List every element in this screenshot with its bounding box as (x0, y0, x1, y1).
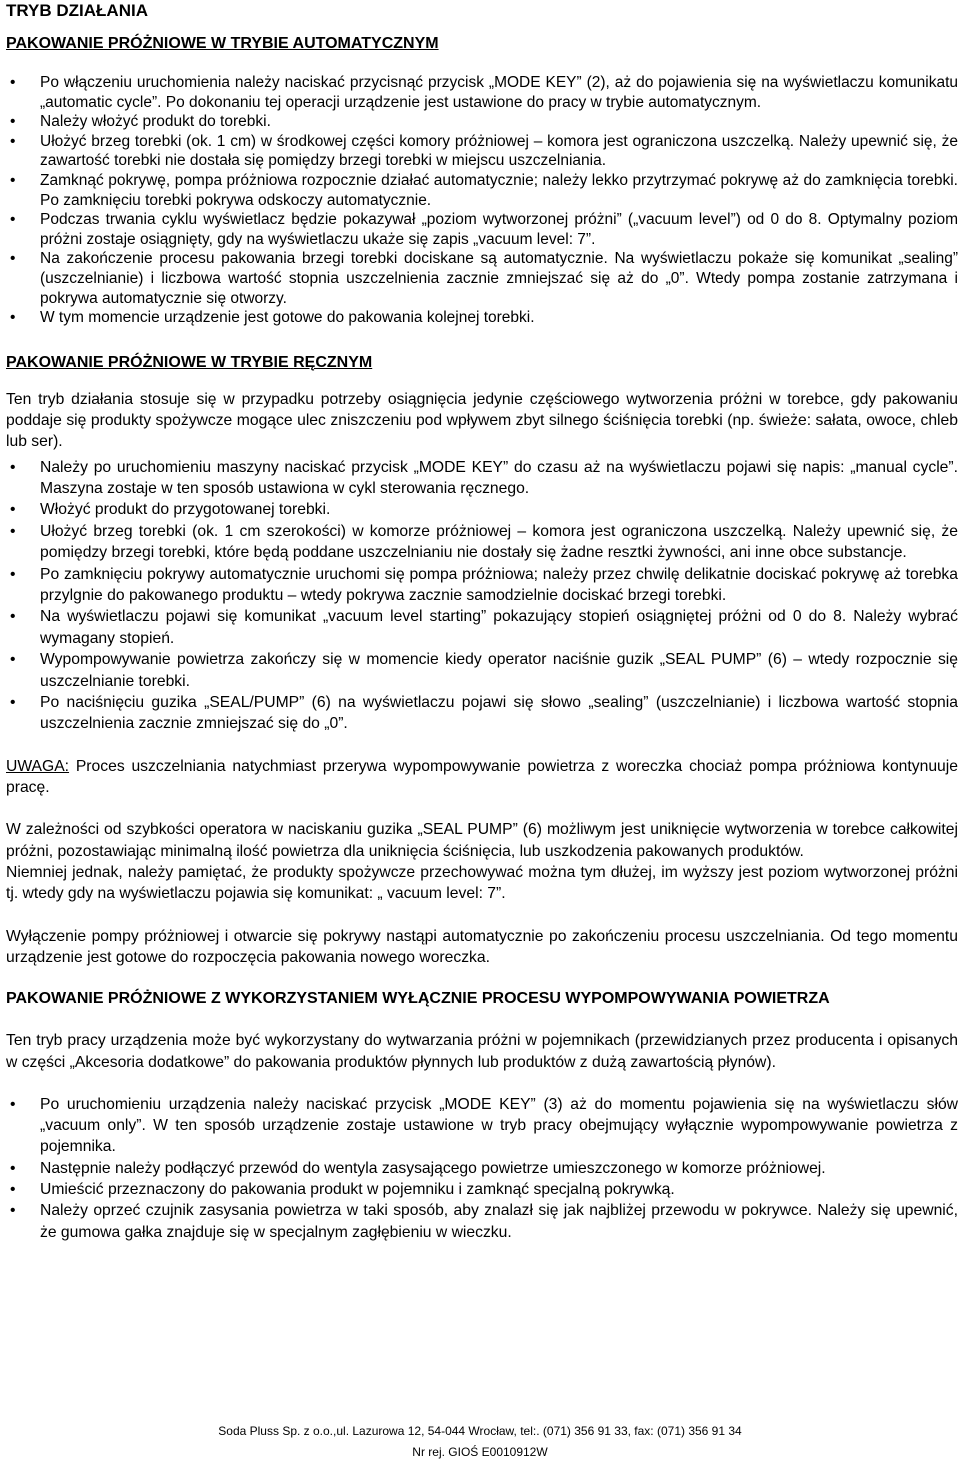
section-heading-vacuum-only: PAKOWANIE PRÓŻNIOWE Z WYKORZYSTANIEM WYŁĄCZNIE PROCESU WYPOMPOWYWANIA POWIETRZA (6, 990, 830, 1008)
list-item: • Ułożyć brzeg torebki (ok. 1 cm) w środkowej części komory próżniowej – komora jest ograniczona uszczelką. Należy upewnić się, że zawartość torebki nie dostała się pomiędzy brzegi torebki w miejscu uszczelniania. (6, 132, 958, 171)
section-heading-automatic: PAKOWANIE PRÓŻNIOWE W TRYBIE AUTOMATYCZNYM (6, 35, 439, 52)
manual-mode-steps (6, 457, 958, 735)
list-item: • Wypompowywanie powietrza zakończy się w momencie kiedy operator naciśnie guzik „SEAL PUMP” (6) – wtedy rozpocznie się uszczelnianie torebki. (6, 649, 958, 692)
pump-shutdown-note: Wyłączenie pompy próżniowej i otwarcie się pokrywy nastąpi automatycznie po zakończeniu procesu uszczelniania. Od tego momentu urządzenie jest gotowe do rozpoczęcia pakowania nowego woreczka. (6, 927, 958, 966)
list-item: • Należy włożyć produkt do torebki. (6, 112, 958, 132)
section-heading-manual: PAKOWANIE PRÓŻNIOWE W TRYBIE RĘCZNYM (6, 353, 373, 371)
list-item: • Zamknąć pokrywę, pompa próżniowa rozpocznie działać automatycznie; należy lekko przytrzymać pokrywę aż do zamknięcia torebki. Po zamknięciu torebki pokrywa odskoczy automatycznie. (6, 171, 958, 210)
list-item: • Należy oprzeć czujnik zasysania powietrza w taki sposób, aby znalazł się jak najbliżej przewodu w pokrywce. Należy się upewnić, że gumowa gałka znajduje się w specjalnym zagłębieniu w wieczku. (6, 1200, 958, 1243)
list-item: • W tym momencie urządzenie jest gotowe do pakowania kolejnej torebki. (6, 308, 958, 328)
list-item: • Ułożyć brzeg torebki (ok. 1 cm szerokości) w komorze próżniowej – komora jest ograniczona uszczelką. Należy upewnić się, że pomiędzy brzegi torebki, które będą poddane uszczelnianiu nie dostały się żadne resztki żywności, ani inne obce substancje. (6, 521, 958, 564)
list-item: • Następnie należy podłączyć przewód do wentyla zasysającego powietrze umieszczonego w komorze próżniowej. (6, 1158, 958, 1179)
list-item: • Na wyświetlaczu pojawi się komunikat „vacuum level starting” pokazujący stopień osiągniętej próżni od 0 do 8. Należy wybrać wymagany stopień. (6, 606, 958, 649)
list-item: • Po zamknięciu pokrywy automatycznie uruchomi się pompa próżniowa; należy przez chwilę delikatnie dociskać pokrywę aż torebka przylgnie do pakowanego produktu – wtedy pokrywa zacznie samodzielnie dociskać brzegi torebki. (6, 564, 958, 607)
document-page (6, 0, 958, 1243)
warning-note (6, 756, 958, 799)
list-item: • Umieścić przeznaczony do pakowania produkt w pojemniku i zamknąć specjalną pokrywką. (6, 1179, 958, 1200)
vacuum-only-steps (6, 1094, 958, 1243)
list-item: • Po uruchomieniu urządzenia należy naciskać przycisk „MODE KEY” (3) aż do momentu pojawienia się na wyświetlaczu słów „vacuum only”. W ten sposób urządzenie zostaje ustawione w tryb pracy obejmujący wyłącznie wypompowywanie powietrza z pojemnika. (6, 1094, 958, 1158)
list-item: • Należy po uruchomieniu maszyny naciskać przycisk „MODE KEY” do czasu aż na wyświetlaczu pojawi się napis: „manual cycle”. Maszyna zostaje w ten sposób ustawiona w cykl sterowania ręcznego. (6, 457, 958, 500)
warning-text: Proces uszczelniania natychmiast przerywa wypompowywanie powietrza z woreczka chociaż pompa próżniowa kontynuuje pracę. (6, 757, 958, 797)
document-title: TRYB DZIAŁANIA (6, 1, 148, 20)
footer-registration: Nr rej. GIOŚ E0010912W (412, 1445, 548, 1459)
list-item: • Na zakończenie procesu pakowania brzegi torebki dociskane są automatycznie. Na wyświetlaczu pokaże się komunikat „sealing” (uszczelnianie) i liczbowa wartość stopnia uszczelnienia zacznie zmniejszać się aż do „0”. Wtedy pompa zostanie zatrzymana i pokrywa automatycznie się otworzy. (6, 249, 958, 308)
operator-speed-note: W zależności od szybkości operatora w naciskaniu guzika „SEAL PUMP” (6) możliwym jest uniknięcie wytworzenia w torebce całkowitej próżni, pozostawiając minimalną ilość powietrza dla uniknięcia ściśnięcia, lub uszkodzenia pakowanych produktów. (6, 821, 958, 860)
list-item: • Po włączeniu uruchomienia należy naciskać przycisnąć przycisk „MODE KEY” (2), aż do pojawienia się na wyświetlaczu komunikatu „automatic cycle”. Po dokonaniu tej operacji urządzenie jest ustawione do pracy w trybie automatycznym. (6, 73, 958, 112)
list-item: • Podczas trwania cyklu wyświetlacz będzie pokazywał „poziom wytworzonej próżni” („vacuum level”) od 0 do 8. Optymalny poziom próżni zostaje osiągnięty, gdy na wyświetlaczu ukaże się zapis „vacuum level: 7”. (6, 210, 958, 249)
automatic-mode-steps (6, 73, 958, 328)
list-item: • Włożyć produkt do przygotowanej torebki. (6, 499, 958, 520)
storage-note: Niemniej jednak, należy pamiętać, że produkty spożywcze przechowywać można tym dłużej, im wyższy jest poziom wytworzonej próżni tj. wtedy gdy na wyświetlaczu pojawia się komunikat: „ vacuum level: 7”. (6, 864, 958, 903)
footer-company-info: Soda Pluss Sp. z o.o.,ul. Lazurowa 12, 54-044 Wrocław, tel:. (071) 356 91 33, fax: (071) 356 91 34 (218, 1424, 742, 1438)
warning-label: UWAGA: (6, 757, 70, 775)
vacuum-only-intro: Ten tryb pracy urządzenia może być wykorzystany do wytwarzania próżni w pojemnikach (przewidzianych przez producenta i opisanych w części „Akcesoria dodatkowe” do pakowania produktów płynnych lub produktów z dużą zawartością płynów). (6, 1032, 958, 1071)
list-item: • Po naciśnięciu guzika „SEAL/PUMP” (6) na wyświetlaczu pojawi się słowo „sealing” (uszczelnianie) i liczbowa wartość stopnia uszczelnienia zacznie zmniejszać się do „0”. (6, 692, 958, 735)
manual-mode-intro: Ten tryb działania stosuje się w przypadku potrzeby osiągnięcia jedynie częściowego wytworzenia próżni w torebce, gdy pakowaniu poddaje się produkty spożywcze mogące ulec zniszczeniu pod wpływem zbyt silnego ściśnięcia torebki (np. świeże: sałata, owoce, chleb lub ser). (6, 390, 958, 451)
